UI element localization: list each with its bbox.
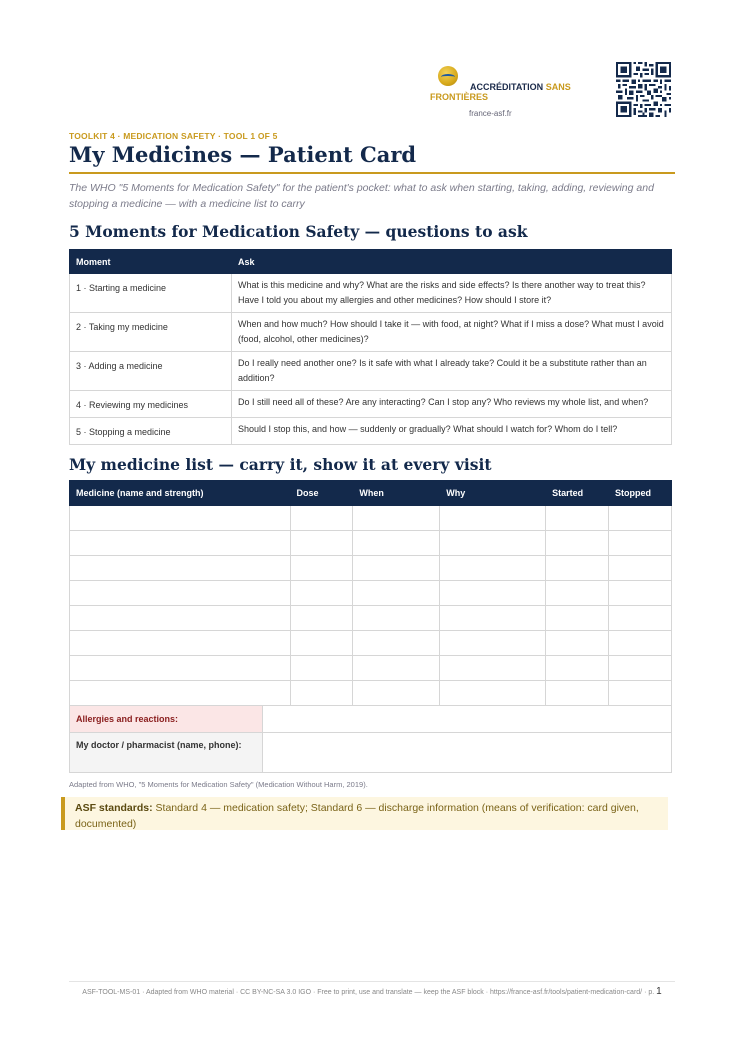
moment-cell: 2 · Taking my medicine — [70, 313, 232, 352]
column-header-moment: Moment — [70, 250, 232, 274]
table-row — [70, 313, 672, 352]
moments-header-row — [70, 250, 672, 274]
medicine-entry-cell[interactable] — [546, 581, 609, 606]
ask-cell: When and how much? How should I take it — with food, at night? What if I miss a dose? What must I avoid (food, alcohol, other medicines)? — [232, 313, 672, 352]
doctor-row — [70, 733, 672, 773]
medicine-entry-cell[interactable] — [290, 681, 353, 706]
page-footer — [66, 986, 678, 999]
moments-heading: 5 Moments for Medication Safety — questions to ask — [69, 222, 528, 241]
column-header-started: Started — [546, 481, 609, 506]
table-row — [70, 352, 672, 391]
asf-standards-callout — [61, 797, 668, 830]
medicine-entry-cell[interactable] — [290, 556, 353, 581]
medicine-list-table — [69, 480, 672, 706]
medicine-entry-cell[interactable] — [290, 531, 353, 556]
medicine-entry-cell[interactable] — [609, 506, 672, 531]
medicine-entry-cell[interactable] — [70, 531, 291, 556]
medicine-entry-cell[interactable] — [353, 656, 440, 681]
medicine-entry-cell[interactable] — [290, 581, 353, 606]
medicine-entry-cell[interactable] — [353, 506, 440, 531]
medicine-entry-cell[interactable] — [440, 606, 546, 631]
medicine-entry-cell[interactable] — [290, 606, 353, 631]
medicine-entry-cell[interactable] — [70, 506, 291, 531]
page-number: 1 — [656, 986, 662, 997]
moment-cell: 1 · Starting a medicine — [70, 274, 232, 313]
medicine-entry-cell[interactable] — [353, 631, 440, 656]
moment-cell: 5 · Stopping a medicine — [70, 418, 232, 445]
medicine-entry-cell[interactable] — [546, 506, 609, 531]
medicine-entry-cell[interactable] — [440, 556, 546, 581]
table-row — [70, 581, 672, 606]
ask-cell: Do I really need another one? Is it safe with what I already take? Could it be a substitute rather than an addition? — [232, 352, 672, 391]
medicine-entry-cell[interactable] — [546, 556, 609, 581]
medicine-entry-cell[interactable] — [70, 556, 291, 581]
ask-cell: What is this medicine and why? What are the risks and side effects? Is there another way to treat this? Have I told you about my allergies and other medicines? How should I store it? — [232, 274, 672, 313]
doctor-label: My doctor / pharmacist (name, phone): — [70, 733, 263, 773]
allergies-field[interactable] — [263, 706, 672, 733]
doctor-field[interactable] — [263, 733, 672, 773]
qr-code-icon — [616, 62, 671, 117]
table-row — [70, 418, 672, 445]
callout-text: Standard 4 — medication safety; Standard 6 — discharge information (means of verification: card given, documented) — [75, 802, 639, 830]
medicine-entry-cell[interactable] — [440, 581, 546, 606]
page-title: My Medicines — Patient Card — [69, 142, 417, 167]
callout-label: ASF standards: — [75, 802, 153, 814]
table-row — [70, 531, 672, 556]
medicine-entry-cell[interactable] — [353, 681, 440, 706]
column-header-stopped: Stopped — [609, 481, 672, 506]
column-header-when: When — [353, 481, 440, 506]
brand-url[interactable]: france-asf.fr — [469, 109, 512, 118]
column-header-dose: Dose — [290, 481, 353, 506]
medicine-list-heading: My medicine list — carry it, show it at every visit — [69, 455, 492, 474]
moment-cell: 4 · Reviewing my medicines — [70, 391, 232, 418]
medicine-entry-cell[interactable] — [609, 581, 672, 606]
toolkit-eyebrow: TOOLKIT 4 · MEDICATION SAFETY · TOOL 1 OF 5 — [69, 131, 278, 141]
medicine-entry-cell[interactable] — [546, 606, 609, 631]
ask-cell: Should I stop this, and how — suddenly or gradually? What should I watch for? Whom do I tell? — [232, 418, 672, 445]
moment-cell: 3 · Adding a medicine — [70, 352, 232, 391]
source-note: Adapted from WHO, "5 Moments for Medication Safety" (Medication Without Harm, 2019). — [69, 780, 368, 789]
table-row — [70, 506, 672, 531]
column-header-medicine: Medicine (name and strength) — [70, 481, 291, 506]
medicine-entry-cell[interactable] — [290, 631, 353, 656]
medicine-entry-cell[interactable] — [353, 581, 440, 606]
medicine-entry-cell[interactable] — [353, 531, 440, 556]
medicine-entry-cell[interactable] — [546, 631, 609, 656]
medicine-entry-cell[interactable] — [440, 631, 546, 656]
medicine-list-header-row — [70, 481, 672, 506]
contact-info-table — [69, 705, 672, 773]
medicine-entry-cell[interactable] — [70, 606, 291, 631]
allergies-label: Allergies and reactions: — [70, 706, 263, 733]
medicine-entry-cell[interactable] — [546, 531, 609, 556]
page-subtitle: The WHO "5 Moments for Medication Safety" for the patient's pocket: what to ask when starting, taking, adding, reviewing and stopping a medicine — with a medicine list to carry — [69, 182, 654, 210]
table-row — [70, 656, 672, 681]
table-row — [70, 274, 672, 313]
footer-divider — [69, 981, 675, 982]
table-row — [70, 681, 672, 706]
moments-table — [69, 249, 672, 445]
medicine-entry-cell[interactable] — [609, 606, 672, 631]
medicine-list-body — [70, 506, 672, 706]
footer-text: ASF-TOOL-MS-01 · Adapted from WHO material · CC BY-NC-SA 3.0 IGO · Free to print, use and translate — keep the ASF block · https://france-asf.fr/tools/patient-medication-card/ · p. — [82, 989, 655, 996]
table-row — [70, 631, 672, 656]
brand-name: ACCRÉDITATION SANS FRONTIÈRES — [430, 82, 571, 102]
medicine-entry-cell[interactable] — [609, 531, 672, 556]
medicine-entry-cell[interactable] — [440, 506, 546, 531]
medicine-entry-cell[interactable] — [290, 656, 353, 681]
medicine-entry-cell[interactable] — [609, 556, 672, 581]
table-row — [70, 556, 672, 581]
medicine-entry-cell[interactable] — [353, 606, 440, 631]
medicine-entry-cell[interactable] — [70, 631, 291, 656]
ask-cell: Do I still need all of these? Are any interacting? Can I stop any? Who reviews my whole list, and when? — [232, 391, 672, 418]
medicine-entry-cell[interactable] — [70, 656, 291, 681]
medicine-entry-cell[interactable] — [546, 656, 609, 681]
column-header-why: Why — [440, 481, 546, 506]
allergies-row — [70, 706, 672, 733]
medicine-entry-cell[interactable] — [70, 681, 291, 706]
column-header-ask: Ask — [232, 250, 672, 274]
table-row — [70, 391, 672, 418]
medicine-entry-cell[interactable] — [546, 681, 609, 706]
medicine-entry-cell[interactable] — [609, 631, 672, 656]
medicine-entry-cell[interactable] — [440, 681, 546, 706]
medicine-entry-cell[interactable] — [440, 656, 546, 681]
medicine-entry-cell[interactable] — [290, 506, 353, 531]
medicine-entry-cell[interactable] — [609, 656, 672, 681]
medicine-entry-cell[interactable] — [353, 556, 440, 581]
medicine-entry-cell[interactable] — [70, 581, 291, 606]
medicine-entry-cell[interactable] — [609, 681, 672, 706]
title-divider — [69, 172, 675, 174]
medicine-entry-cell[interactable] — [440, 531, 546, 556]
table-row — [70, 606, 672, 631]
